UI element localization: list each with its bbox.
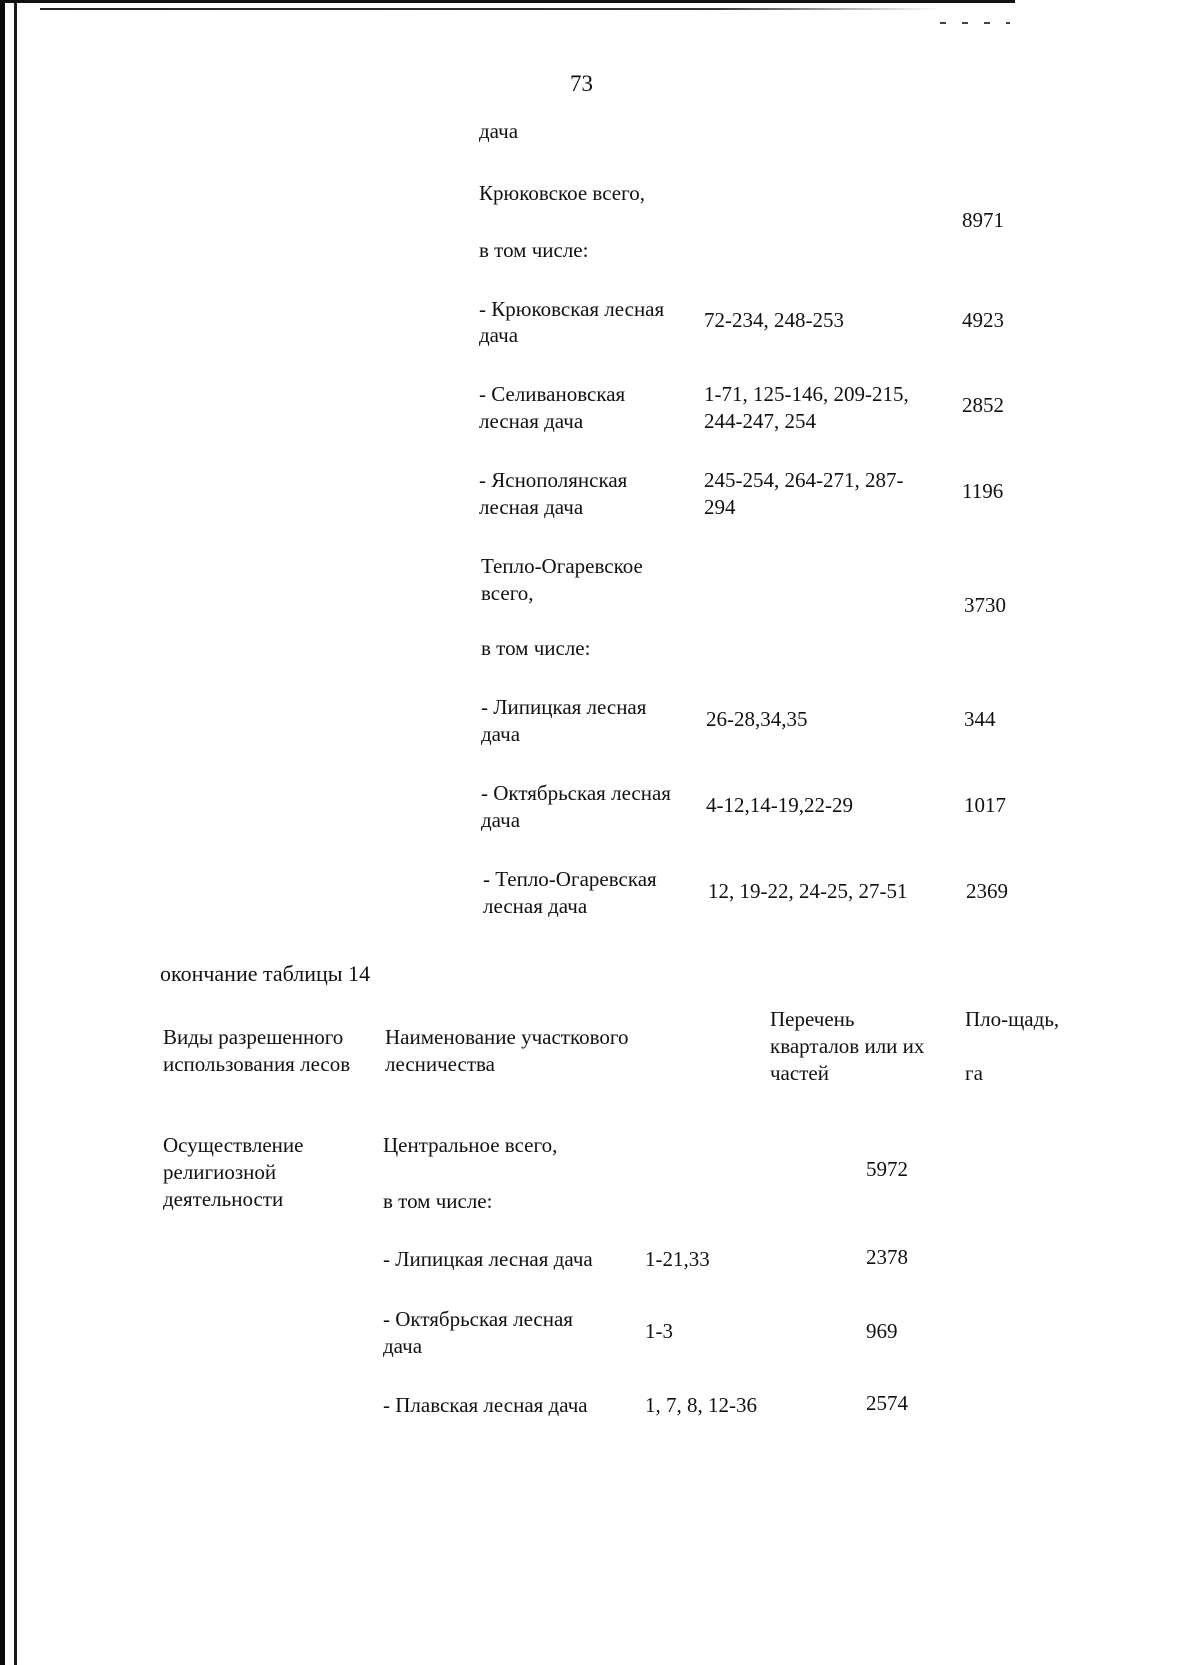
group-area: 5972 [866, 1157, 908, 1181]
row-quarters: 1, 7, 8, 12-36 [645, 1393, 757, 1417]
row-name-line1: - Октябрьская лесная [481, 781, 671, 805]
scan-border-top-dots [940, 22, 1010, 24]
group-subtitle: в том числе: [479, 238, 589, 262]
group-name: Центральное всего, [383, 1133, 558, 1157]
scan-border-top [0, 0, 1015, 3]
table-caption: окончание таблицы 14 [160, 961, 371, 986]
row-area: 344 [964, 707, 996, 731]
group-name: Тепло-Огаревское [481, 554, 643, 578]
header-quarters-line3: частей [770, 1061, 829, 1085]
group-name-cont: всего, [481, 581, 534, 605]
header-area-line2: га [965, 1061, 983, 1085]
row-name-line1: - Селивановская [479, 382, 626, 406]
row-name: - Липицкая лесная дача [383, 1247, 593, 1271]
row-area: 2852 [962, 393, 1004, 417]
row-quarters: 1-3 [645, 1319, 673, 1343]
row-area: 969 [866, 1319, 898, 1343]
row-name-line1: - Яснополянская [479, 468, 628, 492]
page-number: 73 [570, 71, 593, 96]
use-type-line2: религиозной [163, 1160, 277, 1184]
use-type-line1: Осуществление [163, 1133, 304, 1157]
group-subtitle: в том числе: [481, 636, 591, 660]
row-quarters-line2: 244-247, 254 [704, 409, 816, 433]
row-quarters: 4-12,14-19,22-29 [706, 793, 853, 817]
row-name-line2: дача [479, 323, 519, 347]
header-use-type-line1: Виды разрешенного [163, 1025, 344, 1049]
row-area: 2369 [966, 879, 1008, 903]
row-name-line2: лесная дача [483, 894, 588, 918]
header-quarters-line2: кварталов или их [770, 1034, 925, 1058]
row-area: 2574 [866, 1391, 908, 1415]
header-area-line1: Пло-щадь, [965, 1007, 1060, 1031]
row-name-line2: дача [481, 722, 521, 746]
group-name: Крюковское всего, [479, 181, 645, 205]
row-area: 4923 [962, 308, 1004, 332]
group-area: 3730 [964, 593, 1006, 617]
row-quarters-line1: 245-254, 264-271, 287- [704, 468, 904, 492]
row-quarters-line1: 1-71, 125-146, 209-215, [704, 382, 909, 406]
row-area: 1017 [964, 793, 1006, 817]
row-name-line2: лесная дача [479, 409, 584, 433]
group-area: 8971 [962, 208, 1004, 232]
row-quarters-line2: 294 [704, 495, 736, 519]
row-area: 2378 [866, 1245, 908, 1269]
row-area: 1196 [962, 479, 1004, 503]
scan-border-left [0, 0, 5, 1665]
row-name-line2: лесная дача [479, 495, 584, 519]
row-name-line1: - Октябрьская лесная [383, 1307, 573, 1331]
row-quarters: 12, 19-22, 24-25, 27-51 [708, 879, 908, 903]
row-quarters: 72-234, 248-253 [704, 308, 844, 332]
header-forestry-line1: Наименование участкового [385, 1025, 629, 1049]
scan-border-top-inner [40, 8, 940, 10]
row-quarters: 26-28,34,35 [706, 707, 808, 731]
row-name-line1: - Липицкая лесная [481, 695, 647, 719]
scan-border-left-inner [14, 0, 17, 1665]
row-name-line2: дача [383, 1334, 423, 1358]
row-name: - Плавская лесная дача [383, 1393, 588, 1417]
row-name-line1: - Тепло-Огаревская [483, 867, 657, 891]
header-use-type-line2: использования лесов [163, 1052, 351, 1076]
header-forestry-line2: лесничества [385, 1052, 495, 1076]
group-subtitle: в том числе: [383, 1189, 493, 1213]
use-type-line3: деятельности [163, 1187, 284, 1211]
row-name-line2: дача [481, 808, 521, 832]
row-quarters: 1-21,33 [645, 1247, 710, 1271]
carry-over-text: дача [479, 119, 519, 143]
row-name-line1: - Крюковская лесная [479, 297, 665, 321]
header-quarters-line1: Перечень [770, 1007, 855, 1031]
